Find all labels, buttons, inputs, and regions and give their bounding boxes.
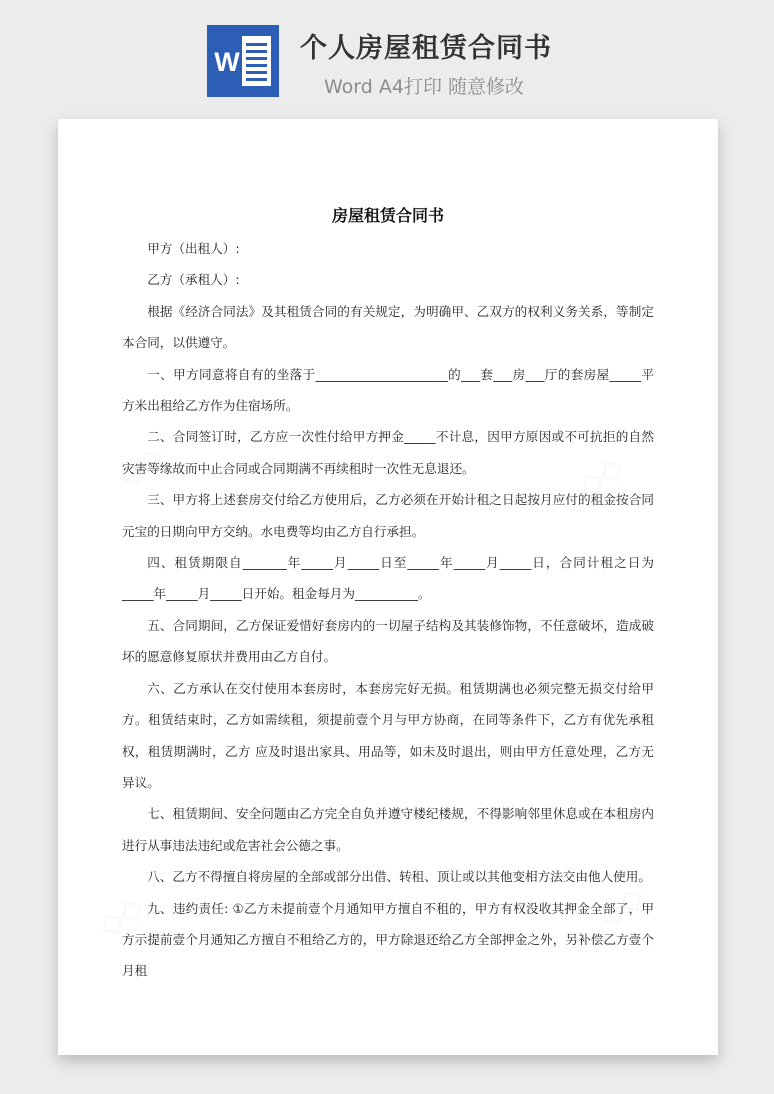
paragraph: 三、甲方将上述套房交付给乙方使用后，乙方必须在开始计租之日起按月应付的租金按合同元宝的日期向甲方交纳。水电费等均由乙方自行承担。 <box>122 492 654 539</box>
paragraph: 七、租赁期间、安全问题由乙方完全自负并遵守楼纪楼规，不得影响邻里休息或在本租房内进行从事违法违纪或危害社会公德之事。 <box>122 806 654 853</box>
paragraph: 八、乙方不得擅自将房屋的全部或部分出借、转租、顶让或以其他变相方法交由他人使用。 <box>147 869 651 885</box>
paragraph: 五、合同期间，乙方保证爱惜好套房内的一切屋子结构及其装修饰物，不任意破坏，造成破坏的愿意修复原状并费用由乙方自付。 <box>122 617 654 665</box>
page-header <box>0 0 774 118</box>
document-body <box>122 233 654 987</box>
paragraph: 九、违约责任: ①乙方未提前壹个月通知甲方擅自不租的，甲方有权没收其押金全部了，甲方示提前壹个月通知乙方擅自不租给乙方的，甲方除退还给乙方全部押金之外，另补偿乙方壹个月租 <box>122 900 654 979</box>
paragraph: 一、甲方同意将自有的坐落于_____________________的___套___房___厅的套房屋_____平方米出租给乙方作为住宿场所。 <box>122 366 654 414</box>
document-title: 房屋租赁合同书 <box>331 206 444 225</box>
paragraph: 乙方（承租人）: <box>147 272 240 288</box>
paragraph: 根据《经济合同法》及其租赁合同的有关规定，为明确甲、乙双方的权利义务关系，等制定本合同，以供遵守。 <box>122 303 654 351</box>
word-icon-letter: W <box>214 47 240 77</box>
paragraph: 六、乙方承认在交付使用本套房时，本套房完好无损。租赁期满也必须完整无损交付给甲方。租赁结束时，乙方如需续租，须提前壹个月与甲方协商，在同等条件下，乙方有优先承租权，租赁期满时，乙方 应及时退出家具、用品等，如未及时退出，则由甲方任意处理，乙方无异议。 <box>122 680 654 790</box>
header-subtitle: Word A4打印 随意修改 <box>324 76 525 98</box>
paragraph: 四、租赁期限自_______年_____月_____日至_____年_____月_____日，合同计租之日为_____年_____月_____日开始。租金每月为__________。 <box>122 555 654 602</box>
paragraph: 二、合同签订时，乙方应一次性付给甲方押金_____不计息，因甲方原因或不可抗拒的自然灾害等缘故而中止合同或合同期满不再续租时一次性无息退还。 <box>122 429 654 476</box>
paragraph: 甲方（出租人）: <box>147 241 240 256</box>
header-title: 个人房屋租赁合同书 <box>300 33 552 64</box>
document-page <box>58 119 718 1055</box>
word-doc-icon <box>207 25 279 97</box>
